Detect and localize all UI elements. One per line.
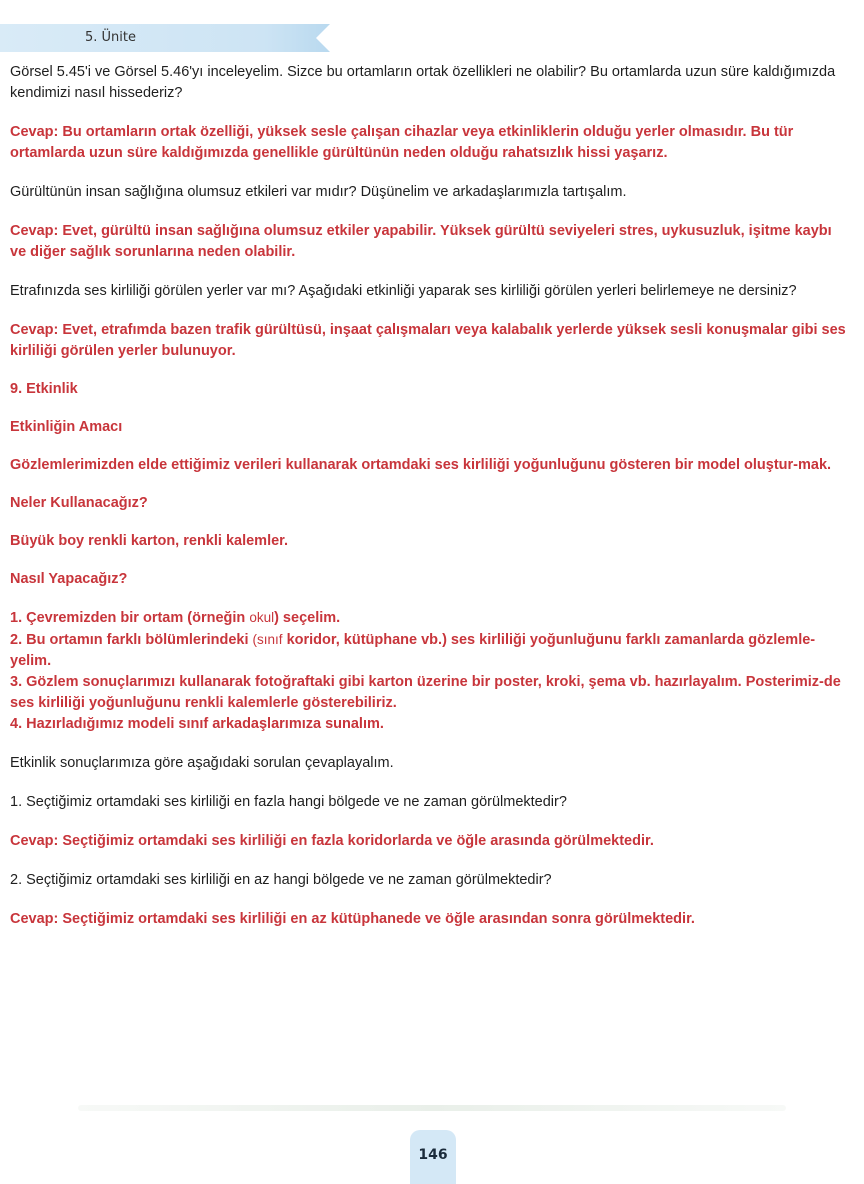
activity-purpose-text: Gözlemlerimizden elde ettiğimiz verileri kullanarak ortamdaki ses kirliliği yoğunluğunu gösteren bir model oluştur-mak. bbox=[10, 457, 832, 473]
materials-heading: Neler Kullanacağız? bbox=[10, 495, 148, 511]
question-health: Gürültünün insan sağlığına olumsuz etkileri var mıdır? Düşünelim ve arkadaşlarımızla tartışalım. bbox=[10, 184, 627, 200]
page-number: 146 bbox=[418, 1147, 448, 1163]
question-surroundings: Etrafınızda ses kirliliği görülen yerler var mı? Aşağıdaki etkinliği yaparak ses kirliliği görülen yerleri belirlemeye ne dersiniz? bbox=[10, 283, 797, 299]
step-item: 2. Bu ortamın farklı bölümlerindeki (sınıf koridor, kütüphane vb.) ses kirliliği yoğunluğunu farklı zamanlarda gözlemle-yelim. bbox=[10, 632, 816, 669]
page-number-tab bbox=[410, 1130, 456, 1184]
answer-1: Cevap: Seçtiğimiz ortamdaki ses kirliliği en fazla koridorlarda ve öğle arasında görülmektedir. bbox=[10, 833, 654, 849]
activity-purpose-heading: Etkinliğin Amacı bbox=[10, 419, 123, 435]
banner-notch bbox=[316, 24, 330, 52]
steps-list bbox=[10, 607, 848, 735]
handwritten-insert: okul bbox=[249, 610, 275, 625]
handwritten-insert: (sınıf bbox=[252, 632, 283, 647]
unit-banner bbox=[0, 24, 330, 52]
page-content bbox=[10, 62, 848, 930]
answer-visuals: Cevap: Bu ortamların ortak özelliği, yüksek sesle çalışan cihazlar veya etkinliklerin olduğu yerler olmasıdır. Bu tür ortamlarda uzun süre kaldığımızda genellikle gürültünün neden olduğu rahatsızlık hissi yaşarız. bbox=[10, 124, 794, 161]
step-item: 1. Çevremizden bir ortam (örneğin okul) seçelim. bbox=[10, 610, 341, 626]
step-item: 3. Gözlem sonuçlarımızı kullanarak fotoğraftaki gibi karton üzerine bir poster, kroki, şema vb. hazırlayalım. Posterimiz-de ses kirliliği yoğunluğunu renkli kalemlerle gösterebiliriz. bbox=[10, 674, 841, 711]
answer-surroundings: Cevap: Evet, etrafımda bazen trafik gürültüsü, inşaat çalışmaları veya kalabalık yerlerde yüksek sesli konuşmalar gibi ses kirliliği görülen yerler bulunuyor. bbox=[10, 322, 846, 359]
answer-health: Cevap: Evet, gürültü insan sağlığına olumsuz etkiler yapabilir. Yüksek gürültü seviyeleri stres, uykusuzluk, işitme kaybı ve diğer sağlık sorunlarına neden olabilir. bbox=[10, 223, 832, 260]
activity-title: 9. Etkinlik bbox=[10, 381, 78, 397]
method-heading: Nasıl Yapacağız? bbox=[10, 571, 128, 587]
instruction: Etkinlik sonuçlarımıza göre aşağıdaki sorulan çevaplayalım. bbox=[10, 755, 394, 771]
question-visuals: Görsel 5.45'i ve Görsel 5.46'yı inceleyelim. Sizce bu ortamların ortak özellikleri ne olabilir? Bu ortamlarda uzun süre kaldığımızda kendimizi nasıl hissederiz? bbox=[10, 64, 836, 101]
answer-2: Cevap: Seçtiğimiz ortamdaki ses kirliliği en az kütüphanede ve öğle arasından sonra görülmektedir. bbox=[10, 911, 695, 927]
question-1: 1. Seçtiğimiz ortamdaki ses kirliliği en fazla hangi bölgede ve ne zaman görülmektedir? bbox=[10, 794, 567, 810]
step-item: 4. Hazırladığımız modeli sınıf arkadaşlarımıza sunalım. bbox=[10, 716, 384, 732]
question-2: 2. Seçtiğimiz ortamdaki ses kirliliği en az hangi bölgede ve ne zaman görülmektedir? bbox=[10, 872, 552, 888]
unit-label: 5. Ünite bbox=[85, 30, 136, 45]
footer-divider bbox=[78, 1105, 786, 1111]
materials-text: Büyük boy renkli karton, renkli kalemler. bbox=[10, 533, 289, 549]
